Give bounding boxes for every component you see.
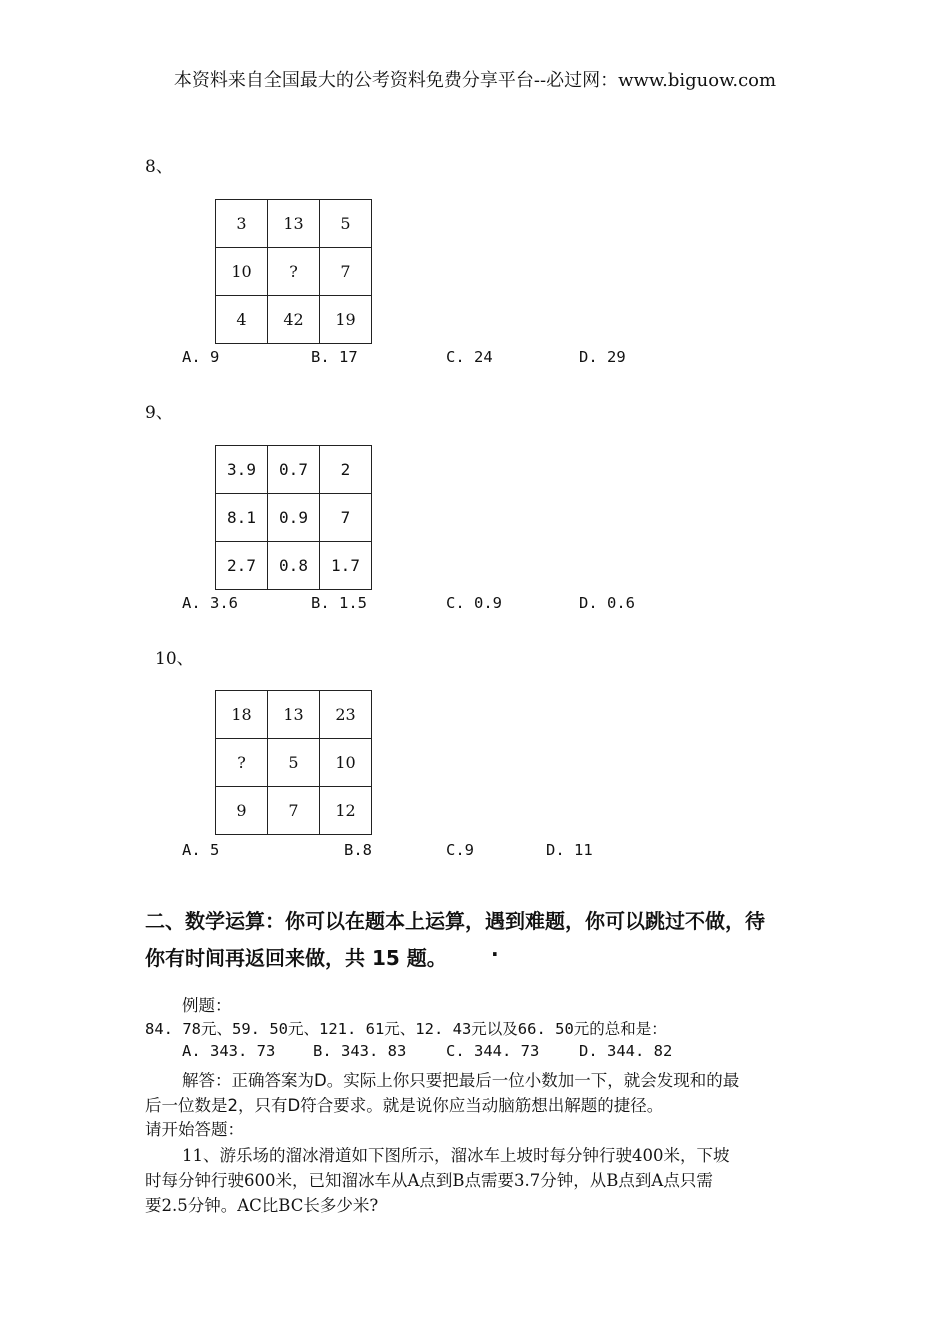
question-8-option-b: B. 17 [311, 348, 358, 366]
question-11-line-1: 11、游乐场的溜冰滑道如下图所示，溜冰车上坡时每分钟行驶400米，下坡 [182, 1146, 730, 1165]
grid-cell: 8.1 [216, 494, 268, 542]
grid-cell: 5 [320, 200, 372, 248]
grid-cell: 0.7 [268, 446, 320, 494]
grid-cell: 2 [320, 446, 372, 494]
question-8-number: 8、 [145, 157, 173, 177]
example-label: 例题： [182, 996, 232, 1015]
example-option-a: A. 343. 73 [182, 1042, 276, 1060]
grid-cell: 13 [268, 200, 320, 248]
question-10-option-d: D. 11 [546, 841, 593, 859]
grid-cell: 2.7 [216, 542, 268, 590]
page-header: 本资料来自全国最大的公考资料免费分享平台--必过网：www.biguow.com [173, 70, 777, 91]
section-2-title-line-1: 二、数学运算：你可以在题本上运算，遇到难题，你可以跳过不做，待 [145, 909, 765, 933]
example-option-c: C. 344. 73 [446, 1042, 540, 1060]
grid-cell: 7 [268, 787, 320, 835]
grid-cell: 0.9 [268, 494, 320, 542]
grid-cell: 10 [320, 739, 372, 787]
grid-cell: 7 [320, 494, 372, 542]
grid-cell: 42 [268, 296, 320, 344]
grid-cell: 0.8 [268, 542, 320, 590]
grid-cell: 18 [216, 691, 268, 739]
grid-cell: 19 [320, 296, 372, 344]
question-11-line-2: 时每分钟行驶600米，已知溜冰车从A点到B点需要3.7分钟，从B点到A点只需 [145, 1171, 713, 1190]
question-10-grid [215, 690, 372, 835]
grid-cell: 12 [320, 787, 372, 835]
example-answer-line-2: 后一位数是2，只有D符合要求。就是说你应当动脑筋想出解题的捷径。 [145, 1096, 664, 1115]
example-answer-line-1: 解答：正确答案为D。实际上你只要把最后一位小数加一下，就会发现和的最 [182, 1071, 740, 1090]
grid-cell: 9 [216, 787, 268, 835]
question-9-option-b: B. 1.5 [311, 594, 367, 612]
question-8-option-c: C. 24 [446, 348, 493, 366]
question-8-grid [215, 199, 372, 344]
grid-cell: 3.9 [216, 446, 268, 494]
question-10-number: 10、 [155, 649, 194, 669]
question-9-option-c: C. 0.9 [446, 594, 502, 612]
question-9-number: 9、 [145, 403, 173, 423]
question-8-option-a: A. 9 [182, 348, 220, 366]
grid-cell: 10 [216, 248, 268, 296]
grid-cell: 3 [216, 200, 268, 248]
question-10-option-a: A. 5 [182, 841, 220, 859]
example-question: 84. 78元、59. 50元、121. 61元、12. 43元以及66. 50元的总和是： [145, 1020, 667, 1038]
section-2-dot: · [491, 942, 499, 966]
question-11-line-3: 要2.5分钟。AC比BC长多少米? [145, 1196, 379, 1215]
example-option-b: B. 343. 83 [313, 1042, 407, 1060]
grid-cell: 7 [320, 248, 372, 296]
grid-cell: 23 [320, 691, 372, 739]
grid-cell: 13 [268, 691, 320, 739]
start-label: 请开始答题： [145, 1120, 244, 1139]
example-option-d: D. 344. 82 [579, 1042, 673, 1060]
grid-cell: ? [216, 739, 268, 787]
question-9-grid [215, 445, 372, 590]
question-9-option-d: D. 0.6 [579, 594, 635, 612]
section-2-title-line-2: 你有时间再返回来做，共 15 题。 [145, 946, 447, 970]
grid-cell: 1.7 [320, 542, 372, 590]
question-9-option-a: A. 3.6 [182, 594, 238, 612]
question-10-option-c: C.9 [446, 841, 474, 859]
grid-cell: 5 [268, 739, 320, 787]
grid-cell: 4 [216, 296, 268, 344]
grid-cell: ? [268, 248, 320, 296]
question-10-option-b: B.8 [344, 841, 372, 859]
question-8-option-d: D. 29 [579, 348, 626, 366]
